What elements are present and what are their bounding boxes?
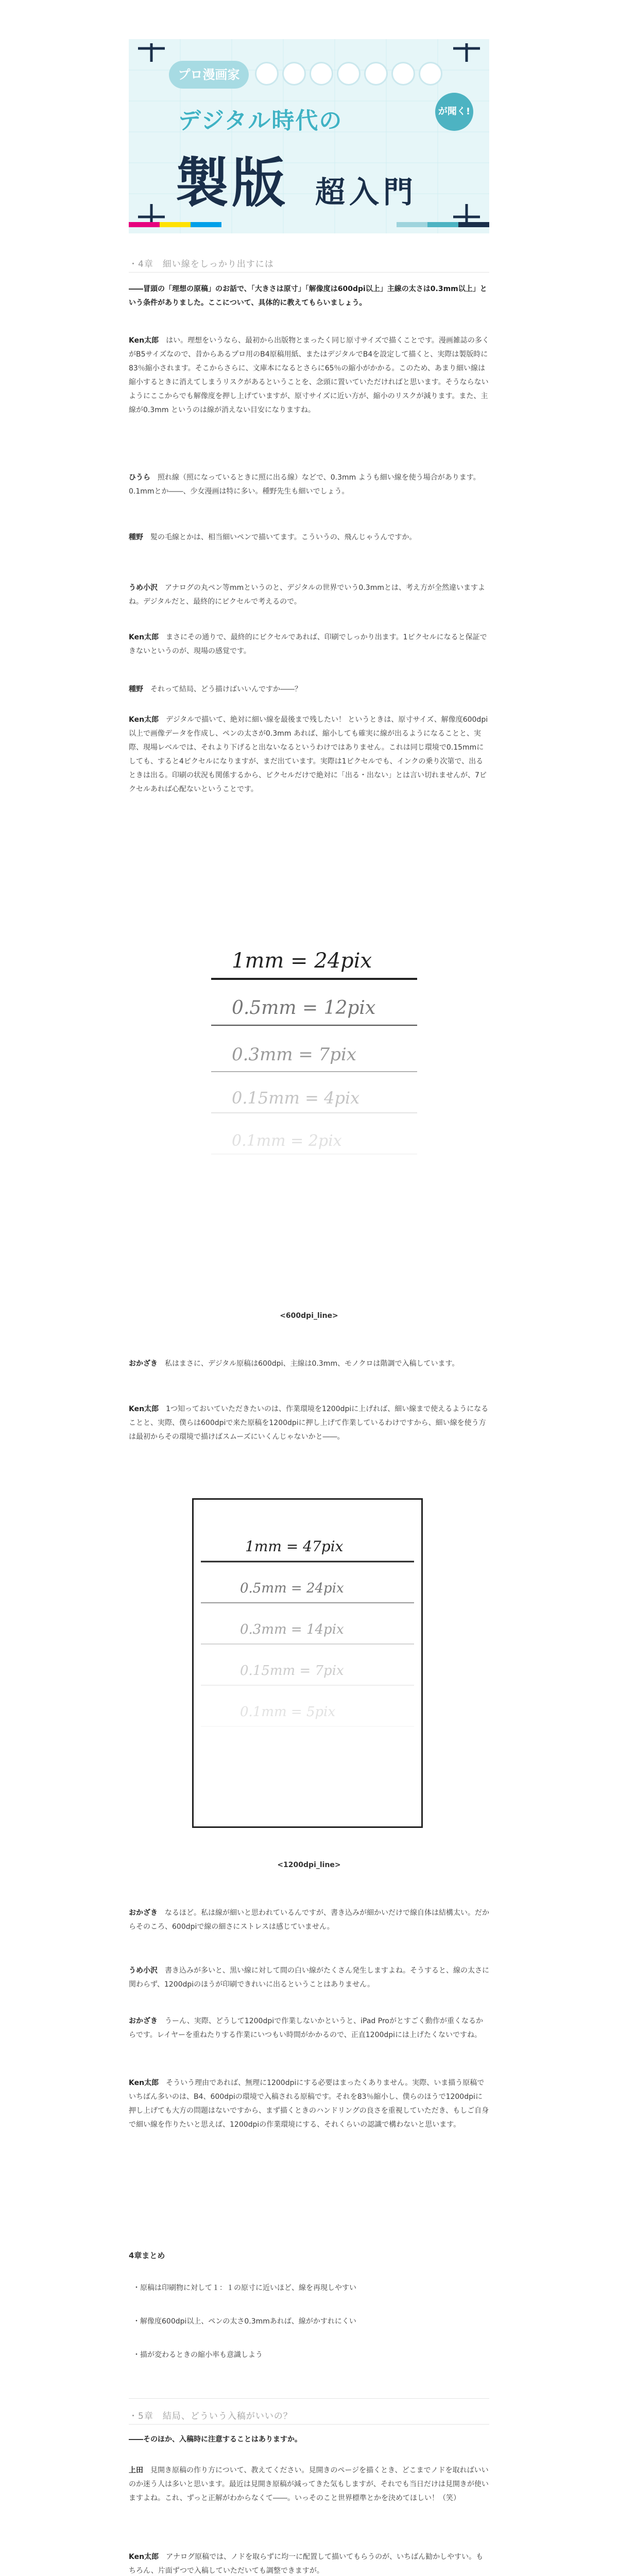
chapter-4-title: ・4章 細い線をしっかり出すには (129, 259, 274, 269)
figure-caption-1200dpi: <1200dpi_line> (277, 1861, 341, 1869)
dialogue-paragraph (129, 334, 489, 417)
divider (129, 2424, 489, 2425)
sample-label: 1mm = 24pix (232, 949, 372, 973)
dialogue-paragraph (129, 1906, 489, 1934)
dialogue-text: そういう理由であれば、無理に1200dpiにする必要はまったくありません。実際、いま描う原稿でいちばん多いのは、B4、600dpiの環境で入稿される原稿です。それを83％縮小し、僕らのほうで1200dpiに押し上げても大方の問題はないですから、まず描くときのハンドリングの良さを重視していただき、もしご自身で細い線を作りたいと思えば、1200dpiの作業環境にする、それくらいの認識で構わないと思います。 (129, 2079, 489, 2129)
speaker-name: Ken太郎 (129, 2079, 159, 2087)
dialogue-paragraph (129, 631, 489, 658)
avatar (364, 62, 388, 86)
speaker-name: うめ小沢 (129, 1967, 158, 1975)
speaker-name: ひうら (129, 473, 150, 482)
dialogue-text: なるほど。私は線が細いと思われているんですが、書き込みが細かいだけで線自体は結構太い。だからそのころ、600dpiで線の細さにストレスは感じていません。 (129, 1909, 489, 1931)
banner-subtitle: デジタル時代の (178, 108, 343, 134)
speaker-name: 種野 (129, 533, 143, 541)
summary-item: ・原稿は印刷物に対して１：１の原寸に近いほど、線を再現しやすい (133, 2284, 356, 2292)
avatar (337, 62, 360, 86)
title-banner (129, 39, 489, 233)
sample-label: 0.15mm = 7pix (240, 1663, 344, 1679)
sample-label: 0.5mm = 24pix (240, 1581, 344, 1596)
dialogue-paragraph (129, 531, 489, 545)
dialogue-paragraph (129, 581, 489, 609)
dialogue-paragraph (129, 1357, 489, 1371)
dialogue-paragraph (129, 1402, 489, 1444)
speaker-name: うめ小沢 (129, 584, 158, 592)
banner-badge: プロ漫画家 (169, 61, 249, 89)
speaker-name: 上田 (129, 2466, 143, 2475)
divider (129, 2398, 489, 2399)
dialogue-paragraph (129, 2464, 489, 2505)
dialogue-text: まさにその通りで、最終的にピクセルであれば、印刷でしっかり出ます。1ピクセルになると保証できないというのが、現場の感覚です。 (129, 633, 487, 655)
dialogue-text: アナログ原稿では、ノドを取らずに均一に配置して描いてもらうのが、いちばん勧かしやすい。もちろん、片面ずつで入稿していただいても調整できますが。 (129, 2553, 484, 2575)
avatar (419, 62, 442, 86)
sample-label: 0.3mm = 14pix (240, 1622, 344, 1637)
speaker-name: Ken太郎 (129, 2553, 159, 2561)
sample-label: 0.1mm = 5pix (240, 1704, 336, 1720)
dialogue-text: デジタルで描いて、絶対に細い線を最後まで残したい！ というときは、原寸サイズ、解像度600dpi以上で画像データを作成し、ペンの太さが0.3mm あれば、縮小しても確実に線が出るようになることと、実際、現場レベルでは、それより下げると出ないなるというわけではありません。これは同じ環境で0.15mmにしても、すると4ピクセルになりますが、まだ出ています。実際は1ピクセルでも、インクの乗り次第で、出るときは出る。印刷の状況も関係するから、ピクセルだけで絶対に「出る・出ない」とは言い切れませんが、7ピクセルあれば心配ないということです。 (129, 716, 488, 793)
dialogue-text: 書き込みが多いと、黒い線に対して間の白い線がたくさん発生しますよね。そうすると、線の太さに関わらず、1200dpiのほうが印刷できれいに出るということはありません。 (129, 1967, 489, 1989)
dialogue-paragraph (129, 1964, 489, 1992)
speaker-name: おかざき (129, 1360, 158, 1368)
speaker-name: おかざき (129, 2017, 158, 2025)
dialogue-text: 見開き原稿の作り方について、教えてください。見開きのページを描くとき、どこまでノドを取ればいいのか迷う人は多いと思います。最近は見開き原稿が減ってきた気もしますが、それでも当日だけは見開きが使いますよね。これ、ずっと正解がわからなくて――。いっそのこと世界標準とかを決めてほしい！（笑） (129, 2466, 489, 2502)
speaker-name: Ken太郎 (129, 716, 159, 724)
summary-item: ・解像度600dpi以上、ペンの太さ0.3mmあれば、線がかすれにくい (133, 2317, 356, 2326)
sample-label: 0.5mm = 12pix (232, 997, 376, 1019)
divider (129, 272, 489, 273)
dialogue-paragraph (129, 683, 489, 697)
dialogue-paragraph (129, 2014, 489, 2042)
avatar (282, 62, 306, 86)
avatar (391, 62, 415, 86)
speaker-name: Ken太郎 (129, 1405, 159, 1413)
sample-label: 0.3mm = 7pix (232, 1044, 357, 1065)
banner-ga-badge: が聞く! (435, 93, 473, 131)
dialogue-paragraph (129, 713, 489, 796)
figure-caption-600dpi: <600dpi_line> (280, 1312, 338, 1320)
dialogue-paragraph (129, 2076, 489, 2132)
speaker-name: おかざき (129, 1909, 158, 1917)
avatar (255, 62, 279, 86)
summary-item: ・描が変わるときの縮小率も意識しよう (133, 2351, 263, 2359)
speaker-name: Ken太郎 (129, 336, 159, 345)
banner-title-sub: 超入門 (315, 175, 418, 210)
dialogue-text: 照れ線（照になっているときに照に出る線）などで、0.3mm ようも細い線を使う場合があります。0.1mmとか――、少女漫画は特に多い。種野先生も細いでしょう。 (129, 473, 480, 496)
sample-label: 0.15mm = 4pix (232, 1088, 360, 1108)
sample-label: 0.1mm = 2pix (232, 1132, 342, 1150)
speaker-name: Ken太郎 (129, 633, 159, 641)
dialogue-text: うーん、実際、どうして1200dpiで作業しないかというと、iPad Proがとすごく動作が重くなるからです。レイヤーを重ねたりする作業にいつもい時間がかかるので、正直1200dpiには上げたくないですね。 (129, 2017, 483, 2039)
line-sample-1200dpi-illustration (192, 1498, 423, 1828)
dialogue-text: 私はまさに、デジタル原稿は600dpi、主線は0.3mm、モノクロは階調で入稿しています。 (165, 1360, 459, 1368)
line-sample-600dpi-illustration (201, 927, 427, 1164)
dialogue-paragraph (129, 2550, 489, 2576)
sample-label: 1mm = 47pix (245, 1538, 344, 1555)
dialogue-paragraph (129, 471, 489, 499)
speaker-name: 種野 (129, 685, 143, 693)
avatar (310, 62, 333, 86)
banner-title-main: 製版 (175, 151, 289, 214)
chapter-5-lead: ――そのほか、入稿時に注意することはありますか。 (129, 2435, 302, 2444)
dialogue-text: それって結局、どう描けばいいんですか――？ (150, 685, 302, 693)
dialogue-text: はい。理想をいうなら、最初から出版物とまったく同じ原寸サイズで描くことです。漫画雑誌の多くがB5サイズなので、昔からあるプロ用のB4原稿用紙、またはデジタルでB4を設定して描くと、実際は製版時に83％縮小されます。そこからさらに、文庫本になるとさらに65％の縮小がかかる。このため、あまり細い線は縮小するときに消えてしまうリスクがあるということを、念頭に置いていただければと思います。そうならないようにここからでも解像度を押し上げていますが、原寸サイズに近い方が、縮小のリスクが減ります。また、主線が0.3mm というのは線が消えない目安になりますね。 (129, 336, 489, 414)
dialogue-text: アナログの丸ペン等mmというのと、デジタルの世界でいう0.3mmとは、考え方が全然違いますよね。デジタルだと、最終的にピクセルで考えるので。 (129, 584, 485, 606)
chapter-5-title: ・5章 結局、どういう入稿がいいの？ (129, 2411, 293, 2421)
dialogue-text: 髪の毛線とかは、相当細いペンで描いてます。こういうの、飛んじゃうんですか。 (150, 533, 417, 541)
chapter-4-summary-title: 4章まとめ (129, 2251, 165, 2260)
line-sample-1200dpi-drawing (194, 1500, 421, 1826)
dialogue-text: 1つ知っておいていただきたいのは、作業環境を1200dpiに上げれば、細い線まで使えるようになることと、実際、僕らは600dpiで来た原稿を1200dpiに押し上げて作業しているわけですから、細い線を使う方は最初からその環境で描けばスムーズにいくんじゃないかと――。 (129, 1405, 489, 1441)
chapter-4-lead: ――冒頭の「理想の原稿」のお話で、「大きさは原寸」「解像度は600dpi以上」主線の太さは0.3mm以上」という条件がありました。ここについて、具体的に教えてもらいましょう。 (129, 285, 487, 307)
